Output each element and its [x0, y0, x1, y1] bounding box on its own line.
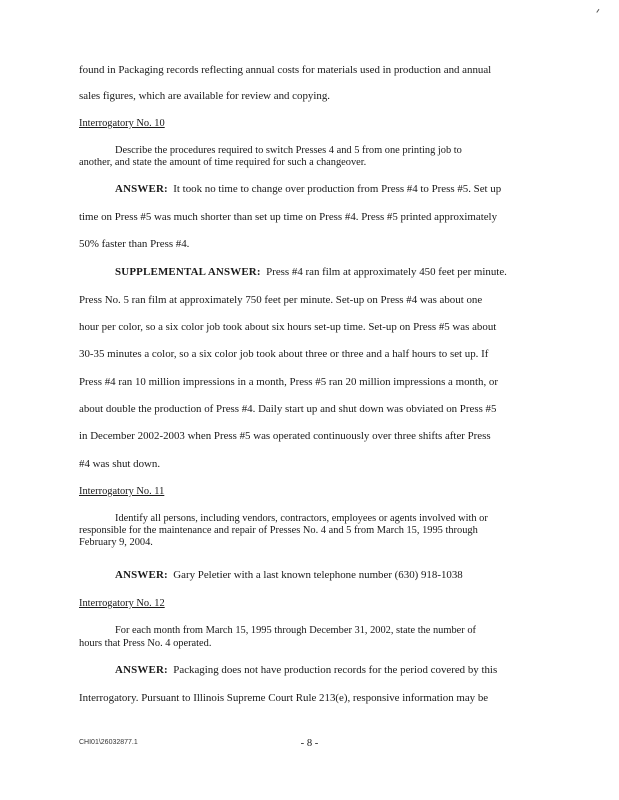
section-heading	[79, 597, 165, 610]
answer-label: ANSWER:	[115, 569, 168, 581]
line-text: February 9, 2004.	[79, 537, 153, 548]
text-line	[115, 266, 507, 279]
text-line	[79, 430, 491, 443]
line-text: Describe the procedures required to switch Presses 4 and 5 from one printing job to	[115, 145, 462, 156]
text-line	[79, 692, 488, 705]
answer-label: ANSWER:	[115, 183, 168, 195]
text-line	[115, 664, 497, 677]
text-line	[79, 211, 497, 224]
text-line	[115, 183, 501, 196]
footer-document-id: CHI01\26032877.1	[79, 739, 138, 746]
text-line	[79, 321, 496, 334]
text-line	[79, 64, 491, 77]
scan-mark	[596, 9, 602, 15]
line-text: Press No. 5 ran film at approximately 750 feet per minute. Set-up on Press #4 was about one	[79, 294, 483, 306]
heading-text: Interrogatory No. 10	[79, 118, 165, 129]
text-line	[79, 403, 496, 416]
line-text: 30-35 minutes a color, so a six color job took about three or three and a half hours to set up. If	[79, 348, 489, 360]
text-line	[79, 458, 160, 471]
text-line	[79, 376, 498, 389]
line-text: about double the production of Press #4. Daily start up and shut down was obviated on Press #5	[79, 403, 497, 415]
text-line	[115, 569, 463, 582]
section-heading	[79, 485, 164, 498]
text-line	[115, 624, 476, 637]
line-text: #4 was shut down.	[79, 458, 161, 470]
line-text: Interrogatory. Pursuant to Illinois Supreme Court Rule 213(e), responsive information may be	[79, 692, 489, 704]
text-line	[79, 90, 330, 103]
section-heading	[79, 117, 165, 130]
text-line	[79, 156, 366, 169]
line-text: Identify all persons, including vendors, contractors, employees or agents involved with or	[115, 513, 488, 524]
line-text: Press #4 ran 10 million impressions in a month, Press #5 ran 20 million impressions a month, or	[79, 376, 498, 388]
line-text: For each month from March 15, 1995 through December 31, 2002, state the number of	[115, 625, 476, 636]
answer-label: ANSWER:	[115, 664, 168, 676]
line-text: time on Press #5 was much shorter than set up time on Press #4. Press #5 printed approximately	[79, 211, 498, 223]
text-line	[79, 637, 211, 650]
text-line	[79, 348, 488, 361]
line-text: hour per color, so a six color job took about six hours set-up time. Set-up on Press #5 was about	[79, 321, 497, 333]
line-text: hours that Press No. 4 operated.	[79, 638, 212, 649]
line-text: responsible for the maintenance and repair of Presses No. 4 and 5 from March 15, 1995 through	[79, 525, 478, 536]
text-line	[79, 238, 189, 251]
line-text: Gary Peletier with a last known telephone number (630) 918-1038	[173, 569, 463, 581]
line-text: It took no time to change over production from Press #4 to Press #5. Set up	[173, 183, 502, 195]
answer-label: SUPPLEMENTAL ANSWER:	[115, 266, 261, 278]
heading-text: Interrogatory No. 11	[79, 486, 165, 497]
line-text: in December 2002-2003 when Press #5 was operated continuously over three shifts after Press	[79, 430, 491, 442]
line-text: 50% faster than Press #4.	[79, 238, 190, 250]
line-text: found in Packaging records reflecting annual costs for materials used in production and annual	[79, 64, 492, 76]
line-text: sales figures, which are available for review and copying.	[79, 90, 330, 102]
line-text: Packaging does not have production records for the period covered by this	[173, 664, 498, 676]
line-text: Press #4 ran film at approximately 450 feet per minute.	[266, 266, 507, 278]
text-line	[79, 294, 482, 307]
text-line	[79, 536, 153, 549]
page-number: - 8 -	[300, 738, 319, 749]
heading-text: Interrogatory No. 12	[79, 598, 165, 609]
line-text: another, and state the amount of time required for such a changeover.	[79, 157, 367, 168]
